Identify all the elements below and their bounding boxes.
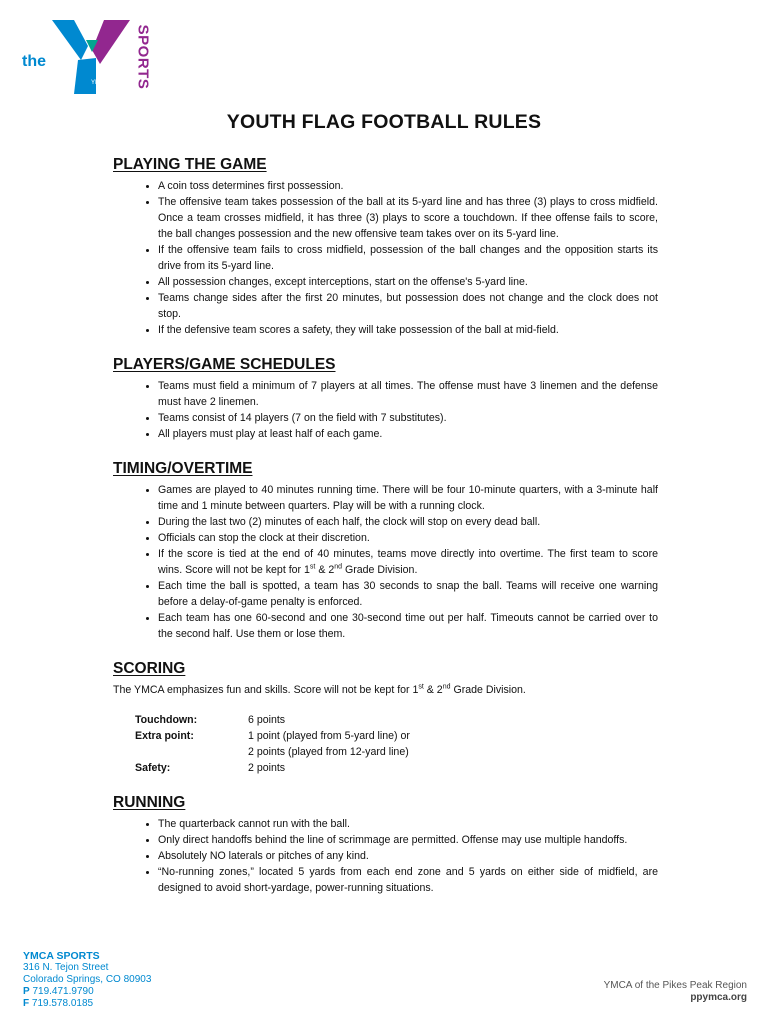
phone-number: 719.471.9790 bbox=[32, 986, 94, 997]
section-players-game-schedules bbox=[113, 354, 658, 442]
scoring-row bbox=[135, 760, 658, 776]
section-heading: TIMING/OVERTIME bbox=[113, 460, 253, 477]
fax-label: F bbox=[23, 998, 30, 1009]
scoring-row bbox=[135, 712, 658, 728]
scoring-label: Touchdown: bbox=[135, 714, 198, 726]
text-part: & 2 bbox=[423, 684, 443, 696]
ordinal-superscript: st bbox=[418, 683, 424, 691]
footer-fax bbox=[23, 998, 151, 1010]
scoring-row bbox=[135, 728, 658, 744]
rules-list bbox=[113, 816, 658, 896]
section-heading: PLAYING THE GAME bbox=[113, 156, 267, 173]
website-link[interactable]: ppymca.org bbox=[690, 992, 747, 1003]
scoring-label: Extra point: bbox=[135, 730, 194, 742]
logo-sports-text bbox=[133, 20, 153, 94]
list-item: • A coin toss determines first possession. bbox=[158, 178, 658, 194]
scoring-value: 2 points (played from 12-yard line) bbox=[248, 746, 409, 758]
text-part: The YMCA emphasizes fun and skills. Score will not be kept for 1 bbox=[113, 684, 419, 696]
list-item: • The quarterback cannot run with the ball. bbox=[158, 816, 658, 832]
logo-the-text: the bbox=[22, 53, 46, 70]
scoring-value: 2 points bbox=[248, 762, 286, 774]
ordinal-superscript: nd bbox=[442, 683, 451, 691]
fax-number: 719.578.0185 bbox=[31, 998, 94, 1009]
list-item: • Officials can stop the clock at their discretion. bbox=[158, 530, 658, 546]
document-body bbox=[113, 154, 658, 912]
text-part: & 2 bbox=[315, 564, 335, 576]
phone-label: P bbox=[23, 986, 30, 997]
list-item: • All players must play at least half of each game. bbox=[158, 426, 658, 442]
section-playing-the-game bbox=[113, 154, 658, 338]
list-item: • If the offensive team fails to cross midfield, possession of the ball changes and the opposition starts its drive from its 5-yard line. bbox=[158, 242, 658, 274]
section-timing-overtime bbox=[113, 458, 658, 642]
footer-contact bbox=[23, 950, 151, 1010]
ymca-y-icon bbox=[48, 20, 132, 94]
text-part: Grade Division. bbox=[450, 684, 526, 696]
list-item: • Games are played to 40 minutes running time. There will be four 10-minute quarters, with a 3-minute half time and 1 minute between quarters. Play will be with a running clock. bbox=[158, 482, 658, 514]
rules-list bbox=[113, 482, 658, 642]
scoring-label: Safety: bbox=[135, 762, 171, 774]
text-part: Grade Division. bbox=[342, 564, 418, 576]
logo-ymca-text: YMCA bbox=[91, 80, 109, 86]
list-item: • Teams consist of 14 players (7 on the field with 7 substitutes). bbox=[158, 410, 658, 426]
region-name: YMCA of the Pikes Peak Region bbox=[603, 980, 747, 991]
list-item: • Each team has one 60-second and one 30-second time out per half. Timeouts cannot be carried over to the second half. Use them or lose them. bbox=[158, 610, 658, 642]
scoring-intro bbox=[113, 682, 658, 698]
list-item: • If the defensive team scores a safety, they will take possession of the ball at mid-field. bbox=[158, 322, 658, 338]
scoring-row bbox=[135, 744, 658, 760]
list-item: • Teams change sides after the first 20 minutes, but possession does not change and the clock does not stop. bbox=[158, 290, 658, 322]
list-item: • The offensive team takes possession of the ball at its 5-yard line and has three (3) plays to cross midfield. Once a team crosses midfield, it has three (3) plays to score a touchdown. If thee offense fails to score, the ball changes possession and the new offensive team takes over on its 5-yard line. bbox=[158, 194, 658, 242]
list-item: • Teams must field a minimum of 7 players at all times. The offense must have 3 linemen and the defense must have 2 linemen. bbox=[158, 378, 658, 410]
footer-phone bbox=[23, 986, 151, 998]
rules-list bbox=[113, 378, 658, 442]
list-item: • Only direct handoffs behind the line of scrimmage are permitted. Offense may use multiple handoffs. bbox=[158, 832, 658, 848]
list-item: • During the last two (2) minutes of each half, the clock will stop on every dead ball. bbox=[158, 514, 658, 530]
list-item: • All possession changes, except interceptions, start on the offense's 5-yard line. bbox=[158, 274, 658, 290]
section-scoring bbox=[113, 658, 658, 776]
scoring-table bbox=[135, 712, 658, 776]
ordinal-superscript: st bbox=[309, 563, 316, 571]
list-item-overtime bbox=[158, 546, 658, 578]
list-item: • “No-running zones,” located 5 yards from each end zone and 5 yards on either side of midfield, are designed to avoid short-yardage, power-running situations. bbox=[158, 864, 658, 896]
logo-sports-label: SPORTS bbox=[134, 24, 152, 90]
text-part: If the score is tied at the end of 40 minutes, teams move directly into overtime. The first team to score wins. Score will not be kept for 1 bbox=[158, 548, 658, 576]
footer-address-line: Colorado Springs, CO 80903 bbox=[23, 974, 152, 985]
section-heading: RUNNING bbox=[113, 794, 186, 811]
ordinal-superscript: nd bbox=[334, 563, 343, 571]
footer-region bbox=[604, 980, 747, 1004]
rules-list bbox=[113, 178, 658, 338]
scoring-label bbox=[135, 744, 248, 760]
scoring-value: 1 point (played from 5-yard line) or bbox=[248, 730, 410, 742]
list-item: • Absolutely NO laterals or pitches of any kind. bbox=[158, 848, 658, 864]
section-running bbox=[113, 792, 658, 896]
footer-org-name: YMCA SPORTS bbox=[23, 950, 100, 962]
list-item: • Each time the ball is spotted, a team has 30 seconds to snap the ball. Teams will receive one warning before a delay-of-game penalty is enforced. bbox=[158, 578, 658, 610]
footer-address-line: 316 N. Tejon Street bbox=[23, 962, 109, 973]
section-heading: SCORING bbox=[113, 660, 186, 677]
document-title: YOUTH FLAG FOOTBALL RULES bbox=[226, 111, 542, 133]
section-heading: PLAYERS/GAME SCHEDULES bbox=[113, 356, 336, 373]
ymca-sports-logo bbox=[20, 20, 160, 96]
scoring-value: 6 points bbox=[248, 714, 286, 726]
